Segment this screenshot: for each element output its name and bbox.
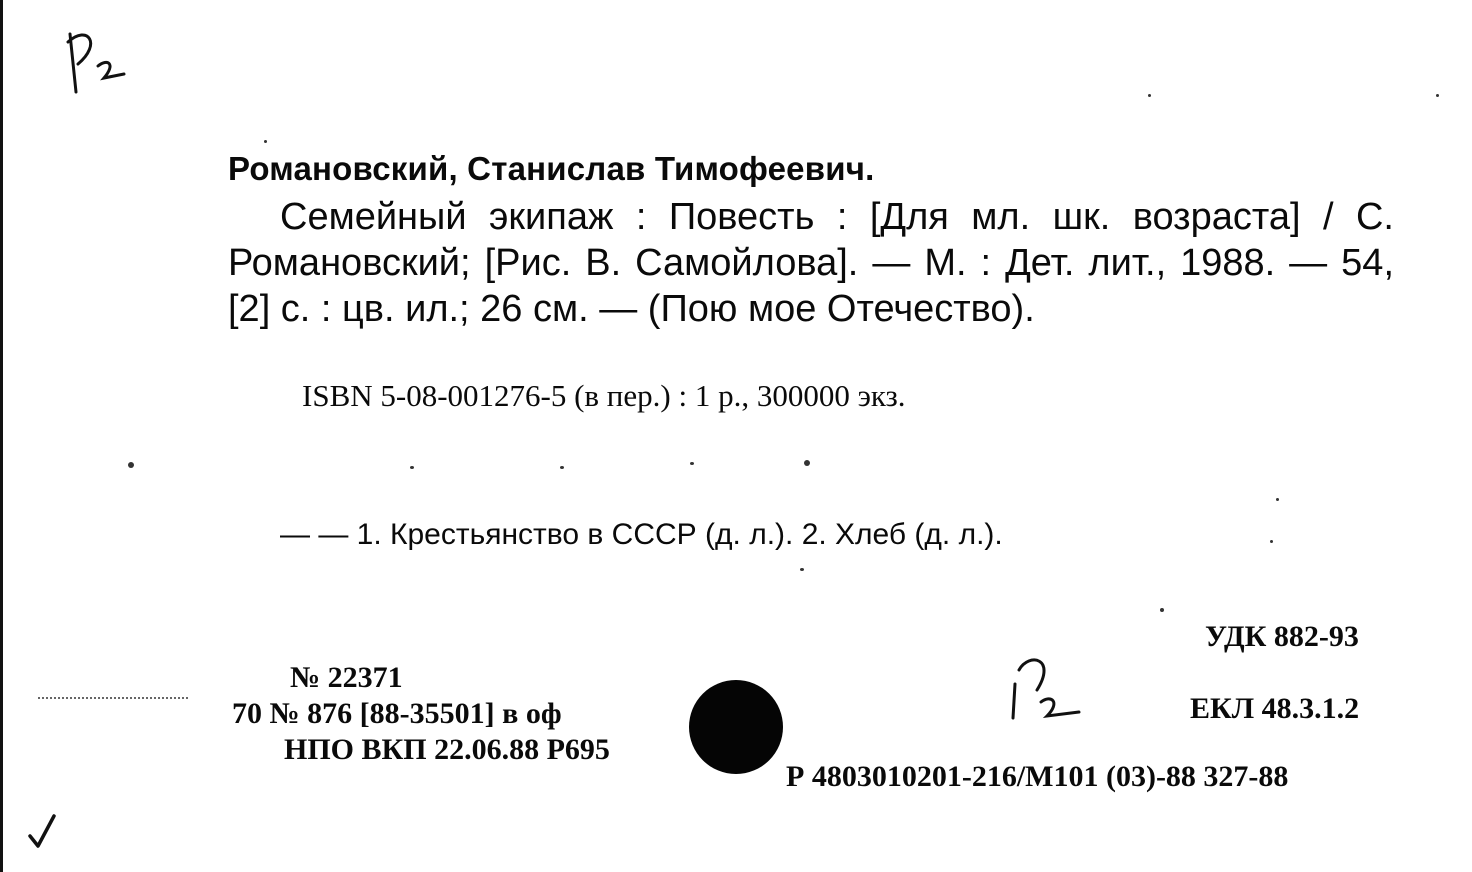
scan-speck	[690, 462, 694, 465]
scan-speck	[560, 466, 564, 469]
author-heading: Романовский, Станислав Тимофеевич.	[228, 150, 875, 187]
print-info-line-3: НПО ВКП 22.06.88 Р695	[284, 733, 610, 766]
scan-speck	[1436, 94, 1439, 97]
punch-hole	[689, 680, 783, 774]
scan-speck	[410, 466, 414, 469]
check-mark-icon	[26, 810, 60, 850]
scan-speck	[804, 460, 810, 466]
scan-speck	[1148, 94, 1151, 97]
scan-speck	[800, 568, 804, 571]
scan-dotted-line	[38, 697, 188, 699]
scan-speck	[1276, 498, 1279, 501]
scan-speck	[1160, 608, 1164, 612]
scan-speck	[128, 462, 134, 468]
print-info-line-1: № 22371	[290, 661, 403, 694]
print-info-line-2: 70 № 876 [88-35501] в оф	[232, 697, 562, 730]
handwritten-mark-middle	[1005, 650, 1085, 726]
scan-speck	[1270, 540, 1273, 543]
isbn-line: ISBN 5-08-001276-5 (в пер.) : 1 р., 300000 экз.	[302, 378, 906, 413]
udk-code: УДК 882-93	[1205, 620, 1359, 653]
subject-headings: — — 1. Крестьянство в СССР (д. л.). 2. Хлеб (д. л.).	[280, 518, 1003, 551]
handwritten-mark-top-left	[58, 24, 138, 104]
ekl-code: ЕКЛ 48.3.1.2	[1190, 692, 1360, 725]
card-left-edge	[0, 0, 3, 872]
print-info	[232, 660, 610, 768]
scan-speck	[264, 140, 267, 143]
classification-code: Р 4803010201-216/М101 (03)-88 327-88	[786, 760, 1289, 793]
bibliographic-description: Семейный экипаж : Повесть : [Для мл. шк. возраста] / С. Романовский; [Рис. В. Самойлова]. — М. : Дет. лит., 1988. — 54,[2] с. : цв. ил.; 26 см. — (Пою мое Отечество).	[228, 196, 1394, 330]
